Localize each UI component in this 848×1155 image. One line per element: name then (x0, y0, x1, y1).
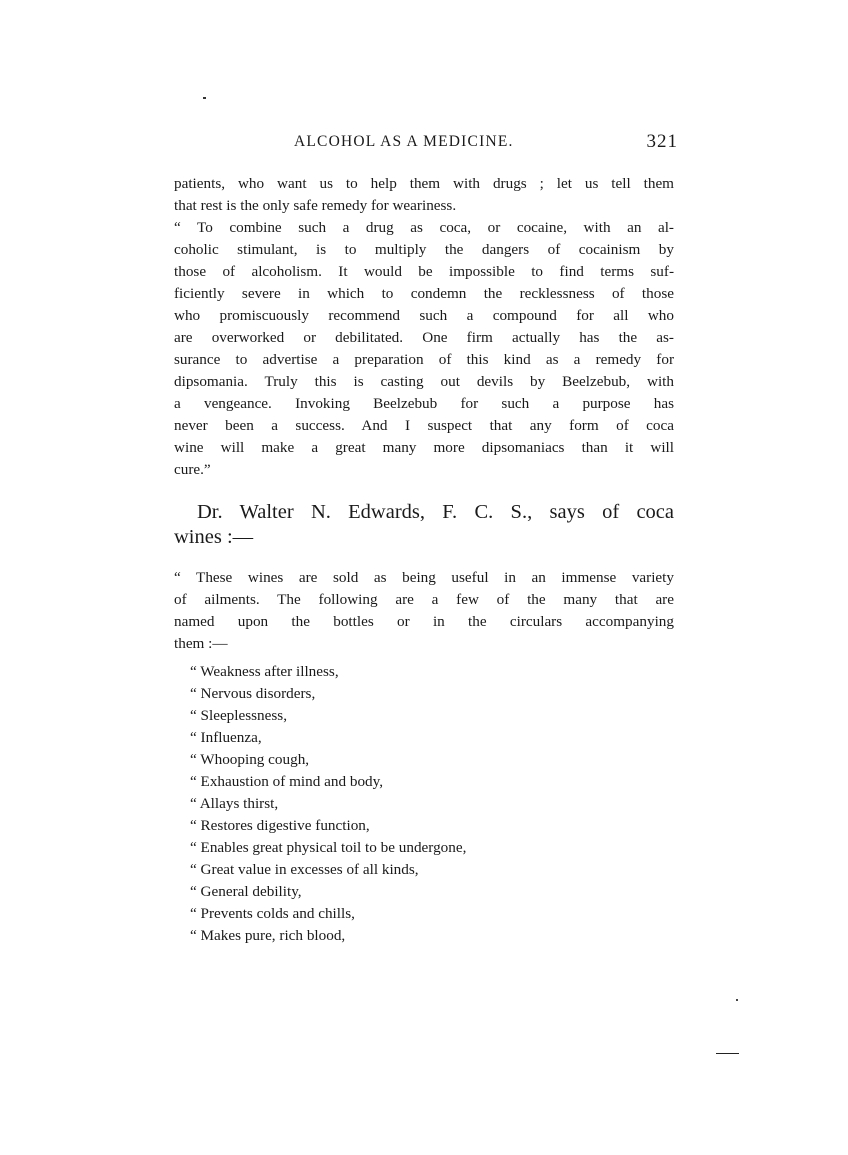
list-item: “ Nervous disorders, (190, 685, 316, 702)
list-item: “ Prevents colds and chills, (190, 905, 355, 922)
text-line: of ailments. The following are a few of the many that are (174, 591, 674, 608)
text-line: dipsomania. Truly this is casting out devils by Beelzebub, with (174, 373, 674, 390)
list-item: “ Makes pure, rich blood, (190, 927, 346, 944)
list-item: “ Great value in excesses of all kinds, (190, 861, 419, 878)
list-item: “ Influenza, (190, 729, 262, 746)
heading-line: Dr. Walter N. Edwards, F. C. S., says of coca (197, 501, 674, 523)
text-line: them :— (174, 635, 228, 652)
list-item: “ Enables great physical toil to be undergone, (190, 839, 467, 856)
page-number: 321 (646, 131, 678, 152)
text-line: wine will make a great many more dipsomaniacs than it will (174, 439, 674, 456)
list-item: “ Restores digestive function, (190, 817, 370, 834)
text-line: that rest is the only safe remedy for weariness. (174, 197, 457, 214)
scan-speck (203, 97, 206, 99)
list-item: “ Allays thirst, (190, 795, 279, 812)
paragraph-1 (174, 173, 674, 217)
paragraph-2 (174, 217, 674, 481)
running-title: ALCOHOL AS A MEDICINE. (294, 133, 514, 150)
text-line: surance to advertise a preparation of this kind as a remedy for (174, 351, 674, 368)
scan-speck (736, 999, 738, 1001)
text-line: “ These wines are sold as being useful in an immense variety (174, 569, 674, 586)
heading-line: wines :— (174, 526, 254, 548)
text-line: “ To combine such a drug as coca, or cocaine, with an al- (174, 219, 674, 236)
text-line: those of alcoholism. It would be impossible to find terms suf- (174, 263, 674, 280)
text-line: a vengeance. Invoking Beelzebub for such a purpose has (174, 395, 674, 412)
paragraph-3 (174, 567, 674, 655)
text-line: cure.” (174, 461, 211, 478)
text-line: ficiently severe in which to condemn the recklessness of those (174, 285, 674, 302)
running-head (174, 133, 682, 155)
text-line: who promiscuously recommend such a compound for all who (174, 307, 674, 324)
list-item: “ Sleeplessness, (190, 707, 288, 724)
text-line: named upon the bottles or in the circulars accompanying (174, 613, 674, 630)
section-heading (174, 500, 674, 550)
text-line: coholic stimulant, is to multiply the dangers of cocainism by (174, 241, 674, 258)
text-line: never been a success. And I suspect that any form of coca (174, 417, 674, 434)
ailments-list (190, 661, 660, 947)
bottom-rule (716, 1053, 739, 1054)
list-item: “ Exhaustion of mind and body, (190, 773, 384, 790)
list-item: “ General debility, (190, 883, 302, 900)
list-item: “ Whooping cough, (190, 751, 310, 768)
list-item: “ Weakness after illness, (190, 663, 339, 680)
text-line: are overworked or debilitated. One firm actually has the as- (174, 329, 674, 346)
text-line: patients, who want us to help them with drugs ; let us tell them (174, 175, 674, 192)
